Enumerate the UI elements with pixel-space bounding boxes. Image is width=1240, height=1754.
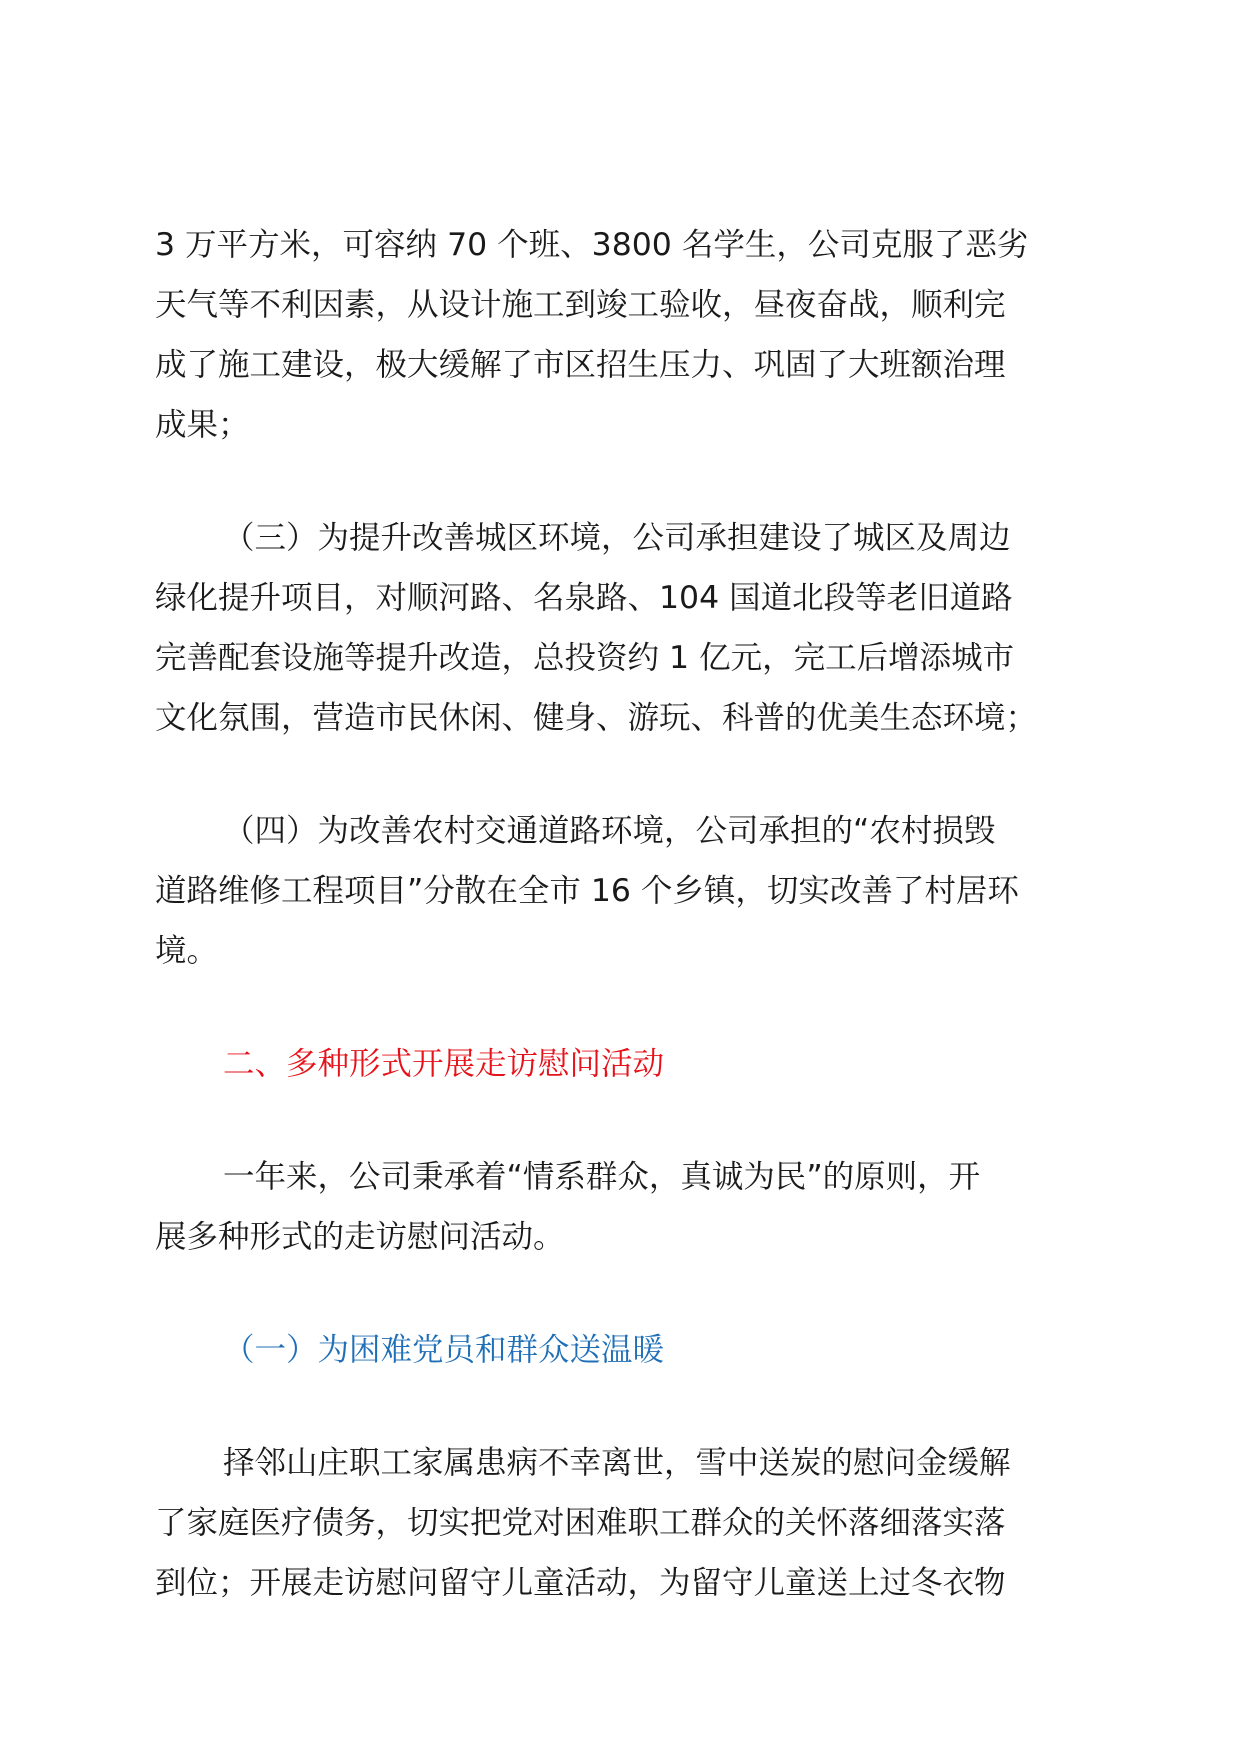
- text-line: 完善配套设施等提升改造，总投资约 1 亿元，完工后增添城市: [155, 640, 1015, 676]
- text-line: 道路维修工程项目”分散在全市 16 个乡镇，切实改善了村居环: [155, 873, 1019, 909]
- text-line: 境。: [155, 933, 219, 969]
- text-line: 成果；: [155, 407, 250, 443]
- paragraph-visits-intro: [155, 1147, 1095, 1267]
- subsection-heading: （一）为困难党员和群众送温暖: [223, 1332, 665, 1368]
- text-line: 绿化提升项目，对顺河路、名泉路、104 国道北段等老旧道路: [155, 580, 1013, 616]
- section-heading: 二、多种形式开展走访慰问活动: [223, 1046, 665, 1082]
- text-line: （四）为改善农村交通道路环境，公司承担的“农村损毁: [223, 813, 996, 849]
- document-body: [155, 215, 1095, 1613]
- text-line: 择邻山庄职工家属患病不幸离世，雪中送炭的慰问金缓解: [223, 1445, 1011, 1481]
- text-line: 天气等不利因素，从设计施工到竣工验收，昼夜奋战，顺利完: [155, 287, 1006, 323]
- text-line: 展多种形式的走访慰问活动。: [155, 1219, 565, 1255]
- text-line: 成了施工建设，极大缓解了市区招生压力、巩固了大班额治理: [155, 347, 1006, 383]
- paragraph-rural-roads: [155, 801, 1095, 981]
- paragraph-family-support: [155, 1433, 1095, 1613]
- text-line: 了家庭医疗债务，切实把党对困难职工群众的关怀落细落实落: [155, 1505, 1006, 1541]
- subsection-heading-warmth: [155, 1320, 1095, 1380]
- paragraph-urban-environment: [155, 508, 1095, 748]
- text-line: 3 万平方米，可容纳 70 个班、3800 名学生，公司克服了恶劣: [155, 227, 1029, 263]
- text-line: 一年来，公司秉承着“情系群众，真诚为民”的原则，开: [223, 1159, 981, 1195]
- text-line: 到位；开展走访慰问留守儿童活动，为留守儿童送上过冬衣物: [155, 1565, 1006, 1601]
- section-heading-visits: [155, 1034, 1095, 1094]
- text-line: （三）为提升改善城区环境，公司承担建设了城区及周边: [223, 520, 1011, 556]
- text-line: 文化氛围，营造市民休闲、健身、游玩、科普的优美生态环境；: [155, 700, 1038, 736]
- paragraph-school-construction: [155, 215, 1095, 455]
